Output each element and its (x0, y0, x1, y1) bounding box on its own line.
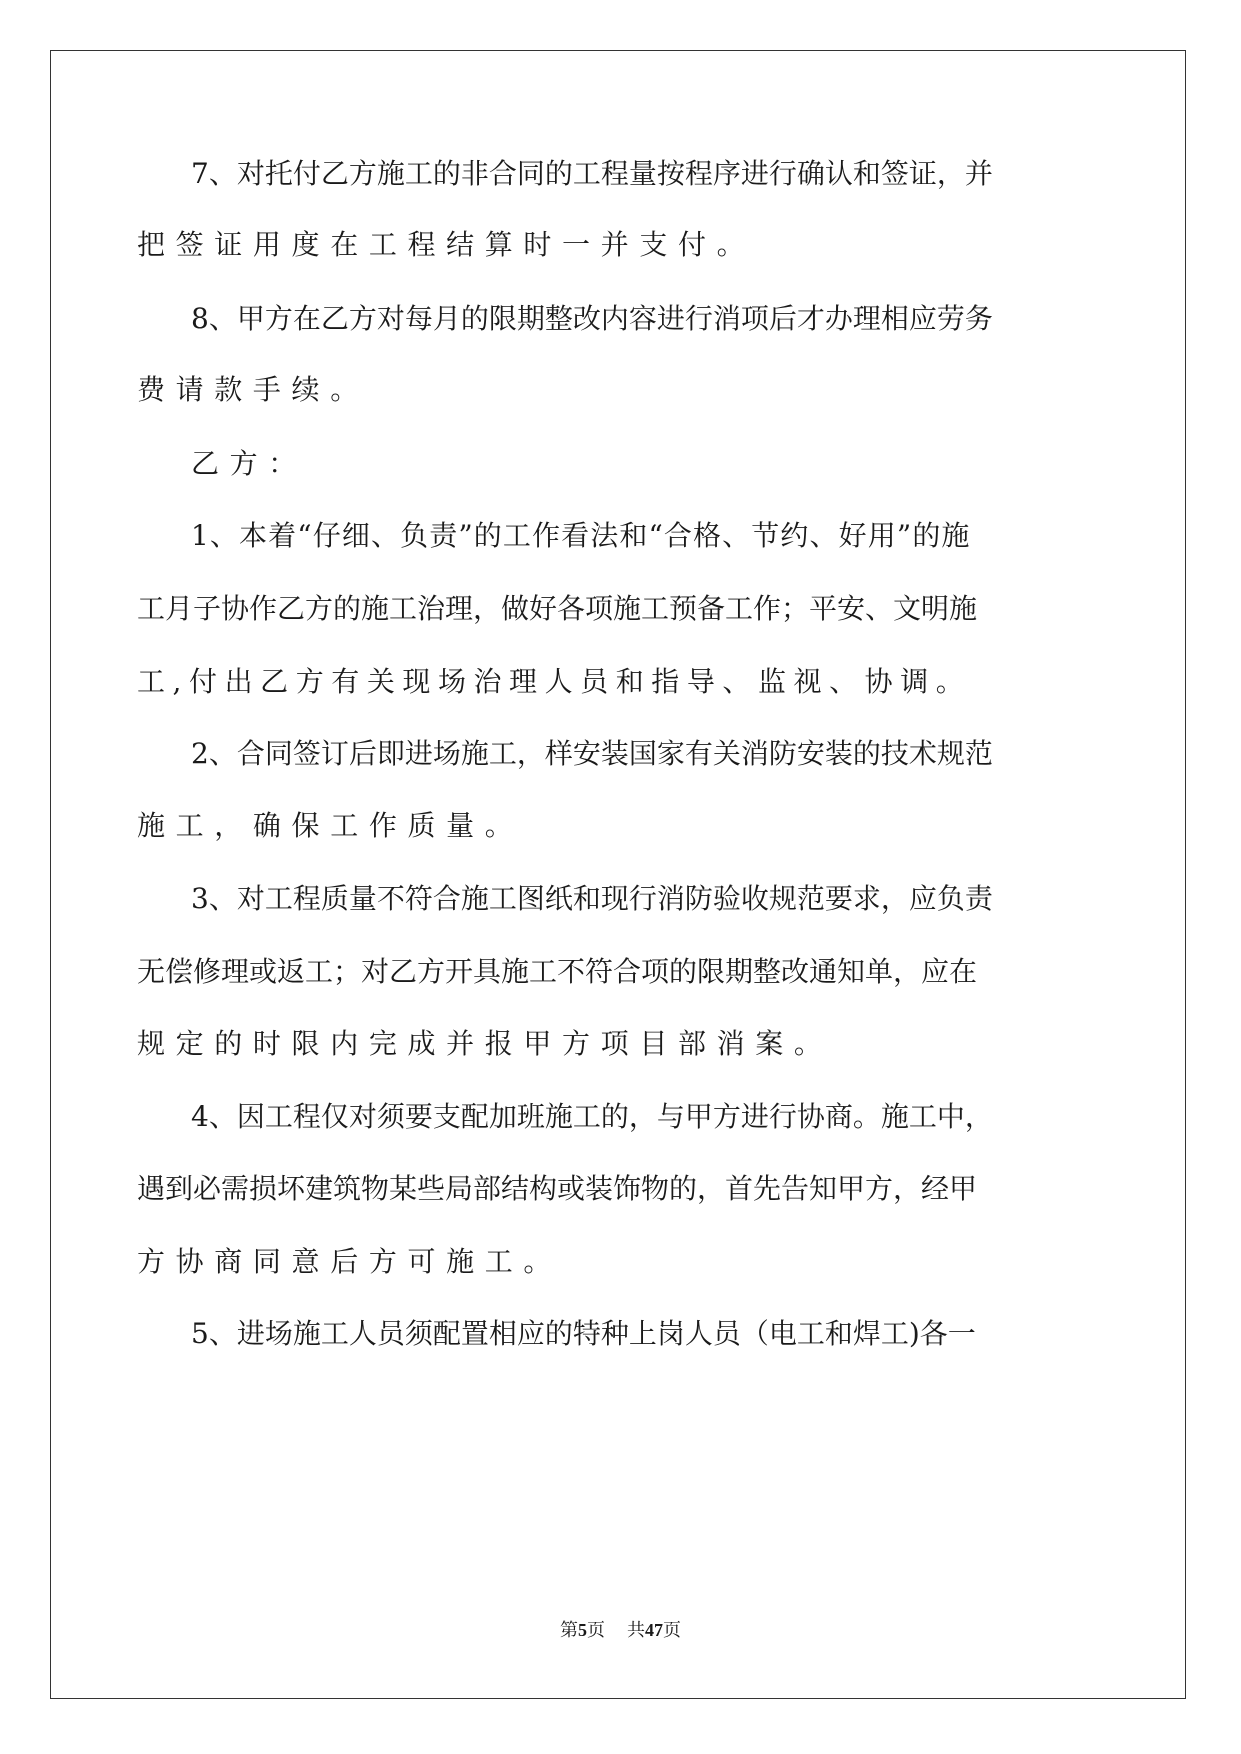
page-footer (0, 1618, 1241, 1642)
total-pages: 47 (645, 1620, 663, 1640)
text-line: 方协商同意后方可施工。 (137, 1245, 563, 1278)
page-prefix: 第 (560, 1620, 578, 1640)
page-number: 5 (578, 1620, 587, 1640)
text-line: 工月子协作乙方的施工治理，做好各项施工预备工作；平安、文明施 (137, 592, 978, 625)
text-line: 3、对工程质量不符合施工图纸和现行消防验收规范要求，应负责 (191, 882, 993, 915)
text-line: 7、对托付乙方施工的非合同的工程量按程序进行确认和签证，并 (191, 157, 993, 190)
text-line: 4、因工程仅对须要支配加班施工的，与甲方进行协商。施工中， (191, 1100, 993, 1133)
page-border (50, 50, 1186, 1699)
text-line: 无偿修理或返工；对乙方开具施工不符合项的限期整改通知单，应在 (137, 955, 978, 988)
page-unit: 页 (587, 1620, 605, 1640)
text-line: 遇到必需损坏建筑物某些局部结构或装饰物的，首先告知甲方，经甲 (137, 1172, 978, 1205)
text-line: 工,付出乙方有关现场治理人员和指导、监视、协调。 (137, 665, 972, 698)
text-line: 1、本着“仔细、负责”的工作看法和“合格、节约、好用”的施 (191, 519, 971, 552)
text-line: 费请款手续。 (137, 373, 369, 406)
total-unit: 页 (663, 1620, 681, 1640)
text-line: 5、进场施工人员须配置相应的特种上岗人员（电工和焊工)各一 (191, 1317, 976, 1350)
text-line: 施工，确保工作质量。 (137, 809, 524, 842)
total-prefix: 共 (627, 1620, 645, 1640)
text-line: 8、甲方在乙方对每月的限期整改内容进行消项后才办理相应劳务 (191, 302, 993, 335)
text-line: 规定的时限内完成并报甲方项目部消案。 (137, 1027, 833, 1060)
text-line: 把签证用度在工程结算时一并支付。 (137, 228, 756, 261)
text-line: 乙方： (191, 447, 307, 480)
text-line: 2、合同签订后即进场施工，样安装国家有关消防安装的技术规范 (191, 737, 993, 770)
